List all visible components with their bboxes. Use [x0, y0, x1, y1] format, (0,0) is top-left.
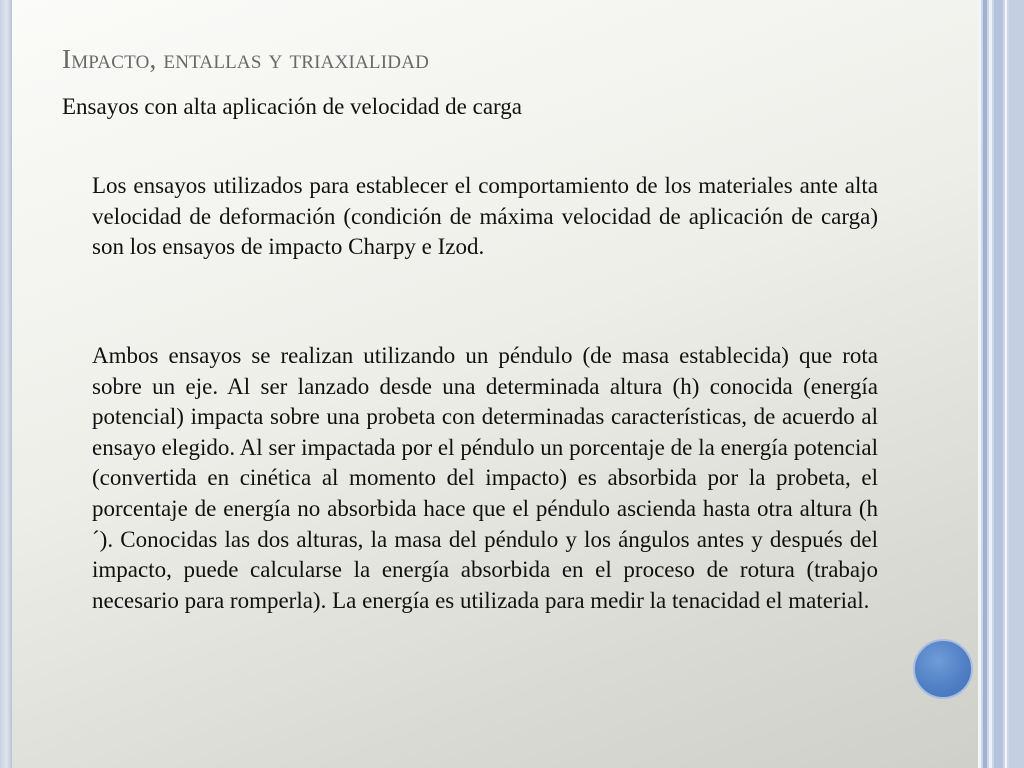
band-stripe	[978, 0, 981, 768]
body-paragraph-2: Ambos ensayos se realizan utilizando un péndulo (de masa establecida) que rota sobre un eje. Al ser lanzado desde una determinada altura (h) conocida (energía potencial) impacta sobre una probeta con determinadas características, de acuerdo al ensayo elegido. Al ser impactada por el péndulo un porcentaje de la energía potencial (convertida en cinética al momento del impacto) es absorbida por la probeta, el porcentaje de energía no absorbida hace que el péndulo ascienda hasta otra altura (h´). Conocidas las dos alturas, la masa del péndulo y los ángulos antes y después del impacto, puede calcularse la energía absorbida en el proceso de rotura (trabajo necesario para romperla). La energía es utilizada para medir la tenacidad el material.	[92, 343, 878, 613]
slide-subtitle: Ensayos con alta aplicación de velocidad de carga	[62, 94, 523, 119]
band-stripe	[989, 0, 992, 768]
left-border	[0, 0, 12, 768]
circle-icon[interactable]	[913, 639, 973, 699]
band-stripe	[1009, 0, 1024, 768]
band-stripe	[994, 0, 1003, 768]
band-stripe	[983, 0, 987, 768]
slide-title: Impacto, entallas y triaxialidad	[62, 44, 430, 74]
band-stripe	[1005, 0, 1007, 768]
body-paragraph-1: Los ensayos utilizados para establecer el comportamiento de los materiales ante alta velocidad de deformación (condición de máxima velocidad de aplicación de carga) son los ensayos de impacto Charpy e Izod.	[92, 173, 878, 260]
